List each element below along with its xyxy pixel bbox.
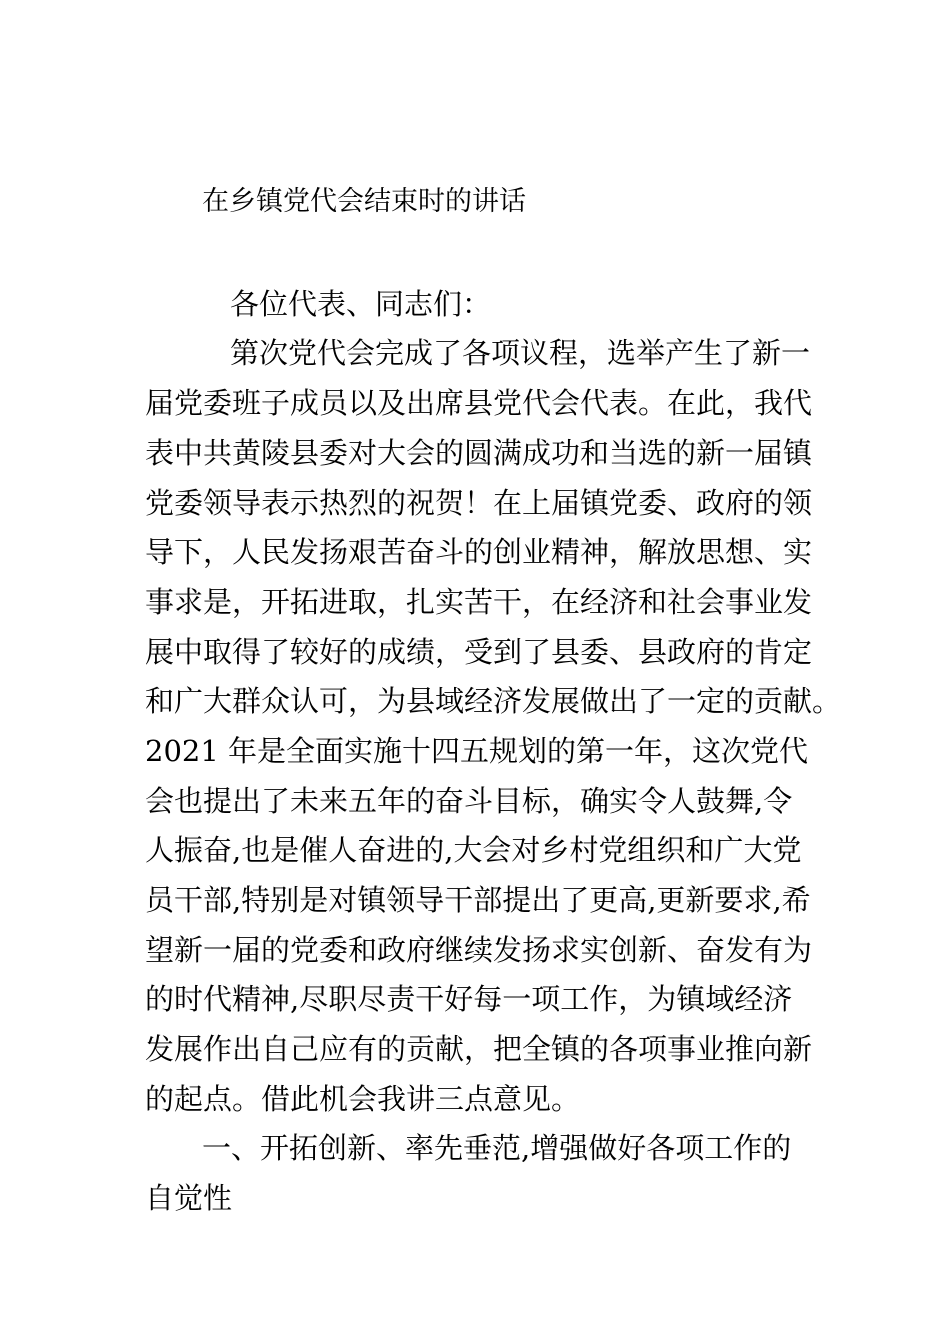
section-heading-line: 自觉性 — [145, 1181, 233, 1215]
paragraph-line: 表中共黄陵县委对大会的圆满成功和当选的新一届镇 — [145, 436, 813, 470]
paragraph-line: 员干部,特别是对镇领导干部提出了更高,更新要求,希 — [145, 883, 811, 917]
paragraph-line: 事求是，开拓进取，扎实苦干，在经济和社会事业发 — [145, 585, 813, 619]
paragraph-line: 的起点。借此机会我讲三点意见。 — [145, 1082, 581, 1116]
paragraph-line: 发展作出自己应有的贡献，把全镇的各项事业推向新 — [145, 1032, 813, 1066]
paragraph-line: 党委领导表示热烈的祝贺！在上届镇党委、政府的领 — [145, 486, 813, 520]
paragraph-line: 的时代精神,尽职尽责干好每一项工作，为镇域经济 — [145, 982, 793, 1016]
document-title: 在乡镇党代会结束时的讲话 — [202, 186, 526, 217]
paragraph-line: 第次党代会完成了各项议程，选举产生了新一 — [230, 336, 811, 370]
paragraph-line: 望新一届的党委和政府继续发扬求实创新、奋发有为 — [145, 933, 813, 967]
greeting-line: 各位代表、同志们： — [230, 287, 492, 321]
section-heading-line: 一、开拓创新、率先垂范,增强做好各项工作的 — [202, 1131, 792, 1165]
paragraph-line: 届党委班子成员以及出席县党代会代表。在此，我代 — [145, 386, 813, 420]
paragraph-line: 和广大群众认可，为县域经济发展做出了一定的贡献。 — [145, 684, 842, 718]
paragraph-line: 导下，人民发扬艰苦奋斗的创业精神，解放思想、实 — [145, 535, 813, 569]
paragraph-line: 会也提出了未来五年的奋斗目标，确实令人鼓舞,令 — [145, 784, 793, 818]
paragraph-line: 展中取得了较好的成绩，受到了县委、县政府的肯定 — [145, 635, 813, 669]
paragraph-line: 2021 年是全面实施十四五规划的第一年，这次党代 — [145, 734, 809, 768]
paragraph-line: 人振奋,也是催人奋进的,大会对乡村党组织和广大党 — [145, 833, 802, 867]
